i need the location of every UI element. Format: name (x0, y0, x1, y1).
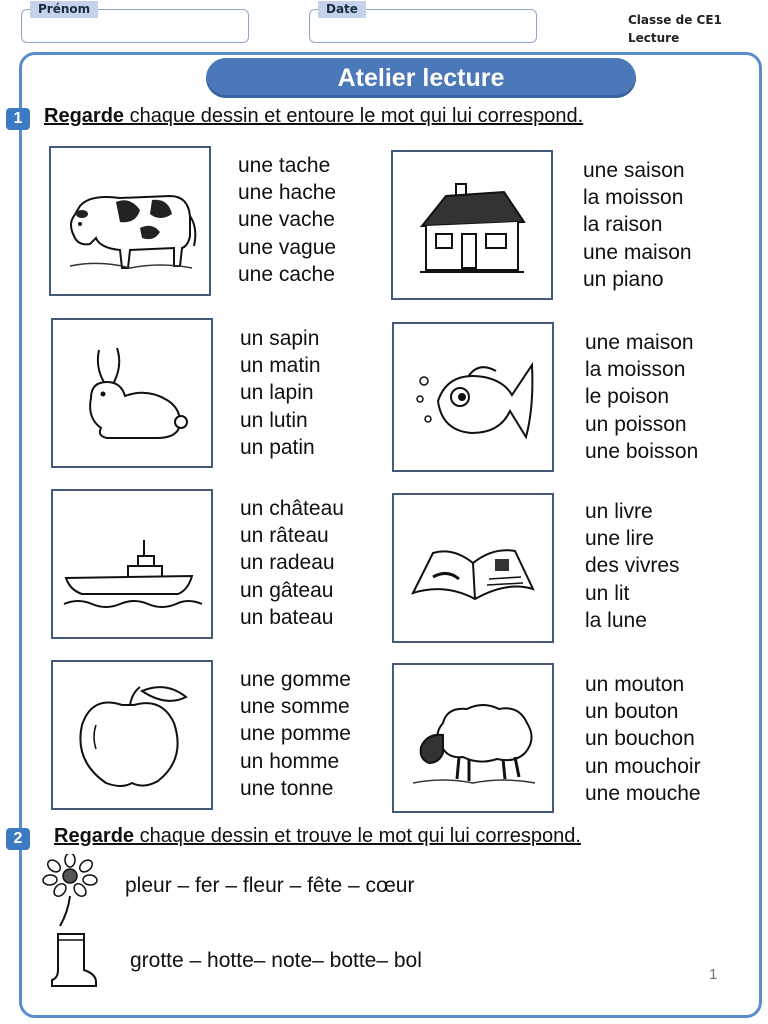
word-option[interactable]: un mouchoir (585, 754, 701, 778)
subject-line: Lecture (628, 31, 680, 45)
word-option[interactable]: une lire (585, 527, 654, 551)
word-option[interactable]: un patin (240, 435, 315, 459)
word-option[interactable]: un lutin (240, 408, 308, 432)
class-info (628, 11, 722, 47)
word-option[interactable]: une maison (583, 240, 692, 264)
rabbit-icon (67, 338, 197, 448)
exercise-2-number: 2 (6, 828, 30, 850)
instruction-text: chaque dessin et entoure le mot qui lui correspond. (124, 105, 584, 127)
word-option[interactable]: une cache (238, 262, 335, 286)
cow-picture (49, 146, 211, 296)
word-option[interactable]: un gâteau (240, 578, 334, 602)
word-list-2 (583, 157, 692, 293)
cow-icon (60, 166, 200, 276)
word-list-3 (240, 325, 321, 461)
word-option[interactable]: une hache (238, 181, 337, 205)
word-option[interactable]: une boisson (585, 439, 699, 463)
word-option[interactable]: un château (240, 497, 344, 520)
word-option[interactable]: une saison (583, 159, 685, 182)
instruction-bold: Regarde (54, 825, 135, 847)
date-label: Date (318, 1, 366, 18)
book-picture (392, 493, 554, 643)
word-option[interactable]: un matin (240, 354, 321, 378)
exercise-2-options-2[interactable]: grotte – hotte– note– botte– bol (130, 949, 422, 972)
exercise-2-options-1[interactable]: pleur – fer – fleur – fête – cœur (125, 874, 415, 897)
instruction-bold: Regarde (44, 105, 125, 127)
word-option[interactable]: une gomme (240, 668, 351, 691)
word-option[interactable]: une tache (238, 154, 331, 177)
word-option[interactable]: la raison (583, 213, 663, 237)
word-option[interactable]: le poison (585, 385, 670, 409)
rabbit-picture (51, 318, 213, 468)
prenom-label: Prénom (30, 1, 98, 18)
boot-icon (44, 930, 100, 990)
word-option[interactable]: un sapin (240, 327, 320, 350)
word-option[interactable]: un bouton (585, 700, 679, 724)
word-option[interactable]: un livre (585, 500, 653, 523)
exercise-2-instruction (54, 825, 581, 848)
fish-picture (392, 322, 554, 472)
page-title: Atelier lecture (206, 58, 636, 98)
exercise-1-number: 1 (6, 108, 30, 130)
word-option[interactable]: une mouche (585, 781, 701, 805)
book-icon (403, 523, 543, 613)
word-option[interactable]: un poisson (585, 412, 687, 436)
word-option[interactable]: un bateau (240, 605, 334, 629)
word-option[interactable]: la moisson (585, 358, 686, 382)
page-number: 1 (709, 966, 718, 983)
word-list-4 (585, 329, 698, 465)
word-option[interactable]: un râteau (240, 524, 329, 548)
word-option[interactable]: la lune (585, 608, 647, 632)
word-option[interactable]: un homme (240, 749, 340, 773)
apple-icon (62, 675, 202, 795)
apple-picture (51, 660, 213, 810)
flower-icon (36, 854, 106, 930)
word-option[interactable]: une pomme (240, 722, 351, 746)
word-option[interactable]: un lapin (240, 381, 314, 405)
word-list-5 (240, 495, 344, 631)
date-field[interactable] (309, 2, 537, 43)
word-list-1 (238, 152, 336, 288)
word-option[interactable]: une somme (240, 695, 350, 719)
word-list-6 (585, 498, 680, 634)
word-option[interactable]: des vivres (585, 554, 680, 578)
exercise-1-instruction (44, 105, 583, 128)
prenom-field[interactable] (21, 2, 249, 43)
word-option[interactable]: un radeau (240, 551, 335, 575)
word-option[interactable]: un piano (583, 267, 664, 291)
word-option[interactable]: un mouton (585, 673, 685, 696)
boat-icon (58, 514, 206, 614)
word-list-7 (240, 666, 351, 802)
word-option[interactable]: un lit (585, 581, 630, 605)
word-option[interactable]: une vague (238, 235, 337, 259)
word-option[interactable]: une maison (585, 331, 694, 354)
class-line: Classe de CE1 (628, 13, 722, 27)
word-option[interactable]: la moisson (583, 186, 684, 210)
house-icon (412, 170, 532, 280)
word-list-8 (585, 671, 701, 807)
house-picture (391, 150, 553, 300)
sheep-picture (392, 663, 554, 813)
word-option[interactable]: un bouchon (585, 727, 695, 751)
fish-icon (408, 337, 538, 457)
word-option[interactable]: une tonne (240, 776, 334, 800)
sheep-icon (403, 683, 543, 793)
word-option[interactable]: une vache (238, 208, 335, 232)
instruction-text: chaque dessin et trouve le mot qui lui correspond. (134, 825, 581, 847)
boat-picture (51, 489, 213, 639)
